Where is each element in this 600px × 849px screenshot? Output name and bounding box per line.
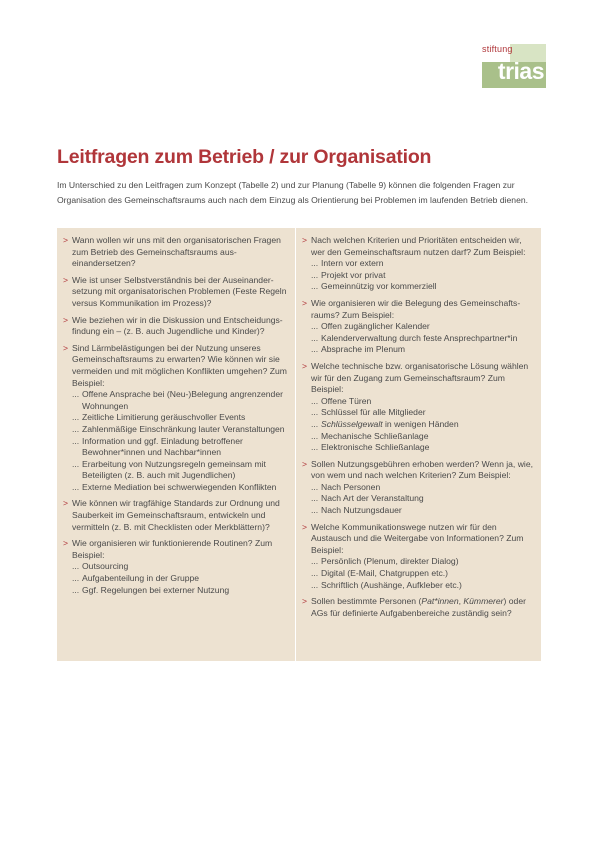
example-item: ... Elektronische Schließanlage: [311, 442, 430, 453]
bullet-arrow: >: [302, 596, 308, 607]
bullet-arrow: >: [63, 498, 69, 509]
example-list: [311, 258, 537, 293]
example-item: ... Aufgabenteilung in der Gruppe: [72, 573, 200, 584]
example-item: ... Schriftlich (Aushänge, Aufkleber etc.): [311, 579, 462, 590]
question-text: Welche Kommunikationswege nutzen wir für den Austausch und die Weitergabe von Informationen? Zum Beispiel:: [311, 521, 524, 555]
example-item: ... Erarbeitung von Nutzungsregeln gemeinsam mit Beteiligten (z. B. auch mit Jugendlichen): [72, 458, 266, 481]
example-item: ... Offene Ansprache bei (Neu-)Belegung angrenzender Wohnungen: [72, 389, 283, 411]
question-text: Sollen bestimmte Personen (Pat*innen, Kümmerer) oder AGs für definierte Aufgabenbereiche zuständig sein?: [311, 596, 526, 618]
bullet-arrow: >: [302, 297, 308, 308]
bullet-arrow: >: [63, 342, 69, 353]
logo-small-text: stiftung: [482, 44, 513, 54]
example-item: ... Nach Art der Veranstaltung: [311, 493, 424, 504]
bullet-arrow: >: [302, 521, 308, 532]
example-item: ... Offene Türen: [311, 395, 372, 406]
example-item: ... Intern vor extern: [311, 258, 384, 269]
example-item: ... Projekt vor privat: [311, 269, 386, 280]
example-list: [311, 321, 537, 356]
example-item: ... Schlüsselgewalt in wenigen Händen: [311, 418, 459, 429]
example-item: ... Gemeinnützig vor kommerziell: [311, 281, 437, 292]
question-item: [63, 275, 291, 310]
question-text: Wie können wir tragfähige Standards zur Ordnung und Sauberkeit im Gemeinschaftsraum, entwickeln und vermitteln (z. B. mit Checklisten oder Merkblättern)?: [72, 498, 280, 532]
question-text: Wann wollen wir uns mit den organisatorischen Fragen zum Betrieb des Gemeinschaftsraums auseinandersetzen?: [72, 235, 281, 269]
intro-paragraph: Im Unterschied zu den Leitfragen zum Konzept (Tabelle 2) und zur Planung (Tabelle 9) können die folgenden Fragen zur Organisation des Gemeinschaftsraums auch nach dem Einzug als Orientierung bei Problemen im laufenden Betrieb dienen.: [57, 180, 529, 205]
example-item: ... Zahlenmäßige Einschränkung lauter Veranstaltungen: [72, 423, 285, 434]
questions-table: [57, 228, 541, 661]
logo-big-text: trias: [497, 58, 544, 84]
bullet-arrow: >: [63, 314, 69, 325]
question-item: [63, 235, 291, 270]
example-list: [72, 561, 291, 596]
question-item: [63, 315, 291, 338]
bullet-arrow: >: [302, 235, 308, 245]
question-text: Wie organisieren wir funktionierende Routinen? Zum Beispiel:: [72, 538, 273, 560]
question-text: Sollen Nutzungsgebühren erhoben werden? Wenn ja, wie, von wem und nach welchen Kriterien? Zum Beispiel:: [311, 458, 533, 481]
question-item: [63, 538, 291, 596]
stiftung-trias-logo: [482, 44, 546, 88]
page-title: Leitfragen zum Betrieb / zur Organisation: [57, 146, 432, 168]
question-item: [302, 522, 537, 592]
example-item: ... Absprache im Plenum: [311, 344, 406, 355]
example-list: [311, 482, 537, 517]
example-item: ... Kalenderverwaltung durch feste Ansprechpartner*in: [311, 332, 518, 343]
example-item: ... Ggf. Regelungen bei externer Nutzung: [72, 584, 230, 595]
example-item: ... Outsourcing: [72, 561, 129, 572]
question-item: [302, 361, 537, 454]
bullet-arrow: >: [63, 235, 69, 245]
bullet-arrow: >: [302, 360, 308, 371]
example-item: ... Nach Nutzungsdauer: [311, 505, 402, 516]
question-text: Sind Lärmbelästigungen bei der Nutzung unseres Gemeinschaftsraums zu erwarten? Wie können wir sie vermeiden und mit möglichen Konflikten umgehen? Zum Beispiel:: [72, 342, 287, 388]
example-item: ... Schlüssel für alle Mitglieder: [311, 407, 426, 418]
question-item: [302, 235, 537, 293]
question-item: [63, 498, 291, 533]
question-item: [302, 596, 537, 619]
left-column: [57, 235, 295, 601]
question-item: [302, 298, 537, 356]
bullet-arrow: >: [63, 538, 69, 549]
bullet-arrow: >: [302, 458, 308, 469]
question-text: Wie organisieren wir die Belegung des Gemeinschaftsraums? Zum Beispiel:: [311, 297, 521, 320]
example-item: ... Information und ggf. Einladung betroffener Bewohner*innen und Nachbar*innen: [72, 435, 243, 458]
example-list: [311, 396, 537, 454]
example-item: ... Zeitliche Limitierung geräuschvoller Events: [72, 412, 246, 423]
example-list: [72, 389, 291, 493]
example-item: ... Mechanische Schließanlage: [311, 430, 429, 441]
question-item: [302, 459, 537, 517]
example-item: ... Externe Mediation bei schwerwiegenden Konflikten: [72, 481, 277, 492]
question-text: Wie beziehen wir in die Diskussion und Entscheidungsfindung ein – (z. B. auch Jugendliche und Kinder)?: [72, 314, 283, 337]
example-list: [311, 556, 537, 591]
question-item: [63, 343, 291, 494]
example-item: ... Offen zugänglicher Kalender: [311, 321, 430, 332]
example-item: ... Persönlich (Plenum, direkter Dialog): [311, 556, 459, 567]
bullet-arrow: >: [63, 274, 69, 285]
example-item: ... Digital (E-Mail, Chatgruppen etc.): [311, 568, 449, 579]
question-text: Welche technische bzw. organisatorische Lösung wählen wir für den Zugang zum Gemeinschaftsraum? Zum Beispiel:: [311, 360, 529, 395]
question-text: Nach welchen Kriterien und Prioritäten entscheiden wir, wer den Gemeinschaftsraum nutzen darf? Zum Beispiel:: [311, 235, 526, 257]
right-column: [296, 235, 541, 624]
example-item: ... Nach Personen: [311, 481, 381, 492]
question-text: Wie ist unser Selbstverständnis bei der Auseinandersetzung mit organisatorischen Problemen (Feste Regeln versus Kommunikation im Prozess)?: [72, 274, 287, 308]
